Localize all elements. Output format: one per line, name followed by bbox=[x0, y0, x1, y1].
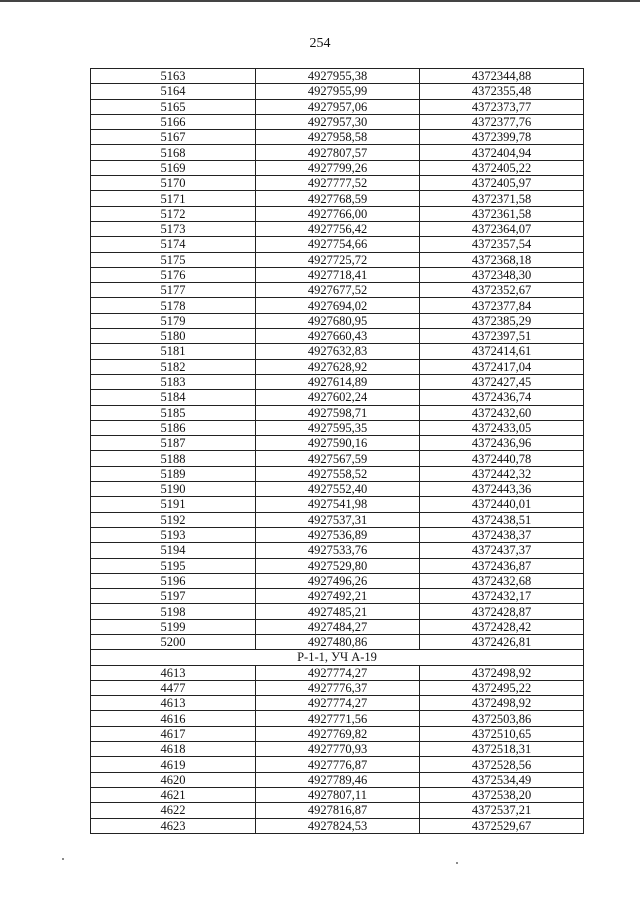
table-row bbox=[91, 619, 584, 634]
table-row bbox=[91, 466, 584, 481]
x-coordinate-cell: 4927718,41 bbox=[256, 267, 420, 282]
x-coordinate-cell: 4927768,59 bbox=[256, 191, 420, 206]
x-coordinate-cell: 4927529,80 bbox=[256, 558, 420, 573]
section-row bbox=[91, 650, 584, 665]
table-row bbox=[91, 726, 584, 741]
point-number-cell: 5181 bbox=[91, 344, 256, 359]
table-row bbox=[91, 451, 584, 466]
x-coordinate-cell: 4927694,02 bbox=[256, 298, 420, 313]
table-row bbox=[91, 405, 584, 420]
table-row bbox=[91, 359, 584, 374]
table-row bbox=[91, 176, 584, 191]
point-number-cell: 5182 bbox=[91, 359, 256, 374]
point-number-cell: 5172 bbox=[91, 206, 256, 221]
y-coordinate-cell: 4372357,54 bbox=[420, 237, 584, 252]
table-row bbox=[91, 482, 584, 497]
point-number-cell: 5171 bbox=[91, 191, 256, 206]
point-number-cell: 5175 bbox=[91, 252, 256, 267]
point-number-cell: 5173 bbox=[91, 221, 256, 236]
point-number-cell: 5178 bbox=[91, 298, 256, 313]
y-coordinate-cell: 4372377,76 bbox=[420, 114, 584, 129]
point-number-cell: 5164 bbox=[91, 84, 256, 99]
table-row bbox=[91, 527, 584, 542]
page-number: 254 bbox=[309, 36, 331, 51]
point-number-cell: 5186 bbox=[91, 420, 256, 435]
x-coordinate-cell: 4927628,92 bbox=[256, 359, 420, 374]
point-number-cell: 5194 bbox=[91, 543, 256, 558]
x-coordinate-cell: 4927807,57 bbox=[256, 145, 420, 160]
point-number-cell: 5163 bbox=[91, 69, 256, 84]
y-coordinate-cell: 4372528,56 bbox=[420, 757, 584, 772]
point-number-cell: 5189 bbox=[91, 466, 256, 481]
x-coordinate-cell: 4927533,76 bbox=[256, 543, 420, 558]
table-row bbox=[91, 772, 584, 787]
y-coordinate-cell: 4372510,65 bbox=[420, 726, 584, 741]
x-coordinate-cell: 4927725,72 bbox=[256, 252, 420, 267]
point-number-cell: 4620 bbox=[91, 772, 256, 787]
y-coordinate-cell: 4372498,92 bbox=[420, 665, 584, 680]
y-coordinate-cell: 4372537,21 bbox=[420, 803, 584, 818]
x-coordinate-cell: 4927789,46 bbox=[256, 772, 420, 787]
y-coordinate-cell: 4372443,36 bbox=[420, 482, 584, 497]
top-rule bbox=[0, 0, 640, 2]
point-number-cell: 5180 bbox=[91, 329, 256, 344]
table-row bbox=[91, 130, 584, 145]
table-row bbox=[91, 145, 584, 160]
point-number-cell: 4619 bbox=[91, 757, 256, 772]
y-coordinate-cell: 4372495,22 bbox=[420, 680, 584, 695]
y-coordinate-cell: 4372361,58 bbox=[420, 206, 584, 221]
table-row bbox=[91, 160, 584, 175]
x-coordinate-cell: 4927807,11 bbox=[256, 787, 420, 802]
x-coordinate-cell: 4927955,99 bbox=[256, 84, 420, 99]
point-number-cell: 4616 bbox=[91, 711, 256, 726]
y-coordinate-cell: 4372385,29 bbox=[420, 313, 584, 328]
y-coordinate-cell: 4372503,86 bbox=[420, 711, 584, 726]
table-row bbox=[91, 589, 584, 604]
y-coordinate-cell: 4372433,05 bbox=[420, 420, 584, 435]
x-coordinate-cell: 4927541,98 bbox=[256, 497, 420, 512]
y-coordinate-cell: 4372529,67 bbox=[420, 818, 584, 833]
point-number-cell: 5191 bbox=[91, 497, 256, 512]
y-coordinate-cell: 4372498,92 bbox=[420, 696, 584, 711]
y-coordinate-cell: 4372426,81 bbox=[420, 634, 584, 649]
point-number-cell: 5183 bbox=[91, 374, 256, 389]
x-coordinate-cell: 4927766,00 bbox=[256, 206, 420, 221]
table-row bbox=[91, 665, 584, 680]
y-coordinate-cell: 4372437,37 bbox=[420, 543, 584, 558]
scan-speck bbox=[456, 862, 458, 864]
point-number-cell: 5170 bbox=[91, 176, 256, 191]
point-number-cell: 4613 bbox=[91, 665, 256, 680]
x-coordinate-cell: 4927660,43 bbox=[256, 329, 420, 344]
point-number-cell: 5168 bbox=[91, 145, 256, 160]
x-coordinate-cell: 4927480,86 bbox=[256, 634, 420, 649]
point-number-cell: 4621 bbox=[91, 787, 256, 802]
point-number-cell: 4613 bbox=[91, 696, 256, 711]
x-coordinate-cell: 4927492,21 bbox=[256, 589, 420, 604]
x-coordinate-cell: 4927484,27 bbox=[256, 619, 420, 634]
x-coordinate-cell: 4927774,27 bbox=[256, 696, 420, 711]
table-row bbox=[91, 604, 584, 619]
y-coordinate-cell: 4372417,04 bbox=[420, 359, 584, 374]
point-number-cell: 5166 bbox=[91, 114, 256, 129]
table-row bbox=[91, 313, 584, 328]
table-row bbox=[91, 543, 584, 558]
y-coordinate-cell: 4372404,94 bbox=[420, 145, 584, 160]
y-coordinate-cell: 4372397,51 bbox=[420, 329, 584, 344]
scan-speck bbox=[62, 858, 64, 860]
point-number-cell: 4622 bbox=[91, 803, 256, 818]
y-coordinate-cell: 4372436,74 bbox=[420, 390, 584, 405]
table-row bbox=[91, 436, 584, 451]
table-row bbox=[91, 206, 584, 221]
y-coordinate-cell: 4372432,68 bbox=[420, 573, 584, 588]
table-row bbox=[91, 390, 584, 405]
point-number-cell: 4618 bbox=[91, 742, 256, 757]
table-row bbox=[91, 283, 584, 298]
point-number-cell: 5192 bbox=[91, 512, 256, 527]
point-number-cell: 5177 bbox=[91, 283, 256, 298]
table-row bbox=[91, 742, 584, 757]
table-row bbox=[91, 84, 584, 99]
y-coordinate-cell: 4372436,96 bbox=[420, 436, 584, 451]
table-row bbox=[91, 512, 584, 527]
x-coordinate-cell: 4927957,30 bbox=[256, 114, 420, 129]
coordinate-table-body bbox=[91, 69, 584, 834]
x-coordinate-cell: 4927485,21 bbox=[256, 604, 420, 619]
x-coordinate-cell: 4927567,59 bbox=[256, 451, 420, 466]
point-number-cell: 5193 bbox=[91, 527, 256, 542]
y-coordinate-cell: 4372427,45 bbox=[420, 374, 584, 389]
y-coordinate-cell: 4372534,49 bbox=[420, 772, 584, 787]
y-coordinate-cell: 4372364,07 bbox=[420, 221, 584, 236]
y-coordinate-cell: 4372440,01 bbox=[420, 497, 584, 512]
x-coordinate-cell: 4927776,87 bbox=[256, 757, 420, 772]
x-coordinate-cell: 4927537,31 bbox=[256, 512, 420, 527]
y-coordinate-cell: 4372371,58 bbox=[420, 191, 584, 206]
x-coordinate-cell: 4927957,06 bbox=[256, 99, 420, 114]
table-row bbox=[91, 497, 584, 512]
point-number-cell: 5174 bbox=[91, 237, 256, 252]
y-coordinate-cell: 4372432,17 bbox=[420, 589, 584, 604]
y-coordinate-cell: 4372405,22 bbox=[420, 160, 584, 175]
point-number-cell: 5197 bbox=[91, 589, 256, 604]
point-number-cell: 5199 bbox=[91, 619, 256, 634]
x-coordinate-cell: 4927598,71 bbox=[256, 405, 420, 420]
table-row bbox=[91, 267, 584, 282]
point-number-cell: 5195 bbox=[91, 558, 256, 573]
table-row bbox=[91, 221, 584, 236]
x-coordinate-cell: 4927769,82 bbox=[256, 726, 420, 741]
x-coordinate-cell: 4927590,16 bbox=[256, 436, 420, 451]
y-coordinate-cell: 4372352,67 bbox=[420, 283, 584, 298]
table-row bbox=[91, 69, 584, 84]
y-coordinate-cell: 4372428,87 bbox=[420, 604, 584, 619]
table-row bbox=[91, 634, 584, 649]
y-coordinate-cell: 4372442,32 bbox=[420, 466, 584, 481]
table-row bbox=[91, 329, 584, 344]
table-row bbox=[91, 237, 584, 252]
x-coordinate-cell: 4927776,37 bbox=[256, 680, 420, 695]
x-coordinate-cell: 4927536,89 bbox=[256, 527, 420, 542]
y-coordinate-cell: 4372440,78 bbox=[420, 451, 584, 466]
point-number-cell: 5179 bbox=[91, 313, 256, 328]
point-number-cell: 5176 bbox=[91, 267, 256, 282]
point-number-cell: 5167 bbox=[91, 130, 256, 145]
point-number-cell: 5190 bbox=[91, 482, 256, 497]
table-row bbox=[91, 191, 584, 206]
y-coordinate-cell: 4372348,30 bbox=[420, 267, 584, 282]
x-coordinate-cell: 4927632,83 bbox=[256, 344, 420, 359]
point-number-cell: 5196 bbox=[91, 573, 256, 588]
x-coordinate-cell: 4927824,53 bbox=[256, 818, 420, 833]
y-coordinate-cell: 4372355,48 bbox=[420, 84, 584, 99]
point-number-cell: 5169 bbox=[91, 160, 256, 175]
point-number-cell: 5185 bbox=[91, 405, 256, 420]
y-coordinate-cell: 4372405,97 bbox=[420, 176, 584, 191]
table-row bbox=[91, 757, 584, 772]
y-coordinate-cell: 4372414,61 bbox=[420, 344, 584, 359]
y-coordinate-cell: 4372438,37 bbox=[420, 527, 584, 542]
table-row bbox=[91, 787, 584, 802]
table-row bbox=[91, 680, 584, 695]
point-number-cell: 5188 bbox=[91, 451, 256, 466]
table-row bbox=[91, 114, 584, 129]
x-coordinate-cell: 4927496,26 bbox=[256, 573, 420, 588]
table-row bbox=[91, 558, 584, 573]
y-coordinate-cell: 4372518,31 bbox=[420, 742, 584, 757]
x-coordinate-cell: 4927770,93 bbox=[256, 742, 420, 757]
y-coordinate-cell: 4372377,84 bbox=[420, 298, 584, 313]
x-coordinate-cell: 4927552,40 bbox=[256, 482, 420, 497]
y-coordinate-cell: 4372373,77 bbox=[420, 99, 584, 114]
x-coordinate-cell: 4927799,26 bbox=[256, 160, 420, 175]
point-number-cell: 5200 bbox=[91, 634, 256, 649]
coordinate-table bbox=[90, 68, 584, 834]
y-coordinate-cell: 4372538,20 bbox=[420, 787, 584, 802]
point-number-cell: 4623 bbox=[91, 818, 256, 833]
table-row bbox=[91, 573, 584, 588]
point-number-cell: 5198 bbox=[91, 604, 256, 619]
y-coordinate-cell: 4372438,51 bbox=[420, 512, 584, 527]
x-coordinate-cell: 4927777,52 bbox=[256, 176, 420, 191]
x-coordinate-cell: 4927677,52 bbox=[256, 283, 420, 298]
x-coordinate-cell: 4927602,24 bbox=[256, 390, 420, 405]
x-coordinate-cell: 4927680,95 bbox=[256, 313, 420, 328]
x-coordinate-cell: 4927756,42 bbox=[256, 221, 420, 236]
y-coordinate-cell: 4372344,88 bbox=[420, 69, 584, 84]
table-row bbox=[91, 99, 584, 114]
table-row bbox=[91, 344, 584, 359]
section-label: Р-1-1, УЧ А-19 bbox=[91, 650, 584, 665]
table-row bbox=[91, 711, 584, 726]
x-coordinate-cell: 4927754,66 bbox=[256, 237, 420, 252]
table-row bbox=[91, 374, 584, 389]
y-coordinate-cell: 4372436,87 bbox=[420, 558, 584, 573]
y-coordinate-cell: 4372428,42 bbox=[420, 619, 584, 634]
point-number-cell: 4477 bbox=[91, 680, 256, 695]
x-coordinate-cell: 4927816,87 bbox=[256, 803, 420, 818]
table-row bbox=[91, 252, 584, 267]
x-coordinate-cell: 4927955,38 bbox=[256, 69, 420, 84]
x-coordinate-cell: 4927614,89 bbox=[256, 374, 420, 389]
x-coordinate-cell: 4927558,52 bbox=[256, 466, 420, 481]
table-row bbox=[91, 696, 584, 711]
x-coordinate-cell: 4927958,58 bbox=[256, 130, 420, 145]
x-coordinate-cell: 4927595,35 bbox=[256, 420, 420, 435]
point-number-cell: 5184 bbox=[91, 390, 256, 405]
table-row bbox=[91, 818, 584, 833]
x-coordinate-cell: 4927771,56 bbox=[256, 711, 420, 726]
point-number-cell: 5165 bbox=[91, 99, 256, 114]
y-coordinate-cell: 4372399,78 bbox=[420, 130, 584, 145]
y-coordinate-cell: 4372432,60 bbox=[420, 405, 584, 420]
point-number-cell: 4617 bbox=[91, 726, 256, 741]
table-row bbox=[91, 298, 584, 313]
table-row bbox=[91, 803, 584, 818]
table-row bbox=[91, 420, 584, 435]
x-coordinate-cell: 4927774,27 bbox=[256, 665, 420, 680]
point-number-cell: 5187 bbox=[91, 436, 256, 451]
y-coordinate-cell: 4372368,18 bbox=[420, 252, 584, 267]
